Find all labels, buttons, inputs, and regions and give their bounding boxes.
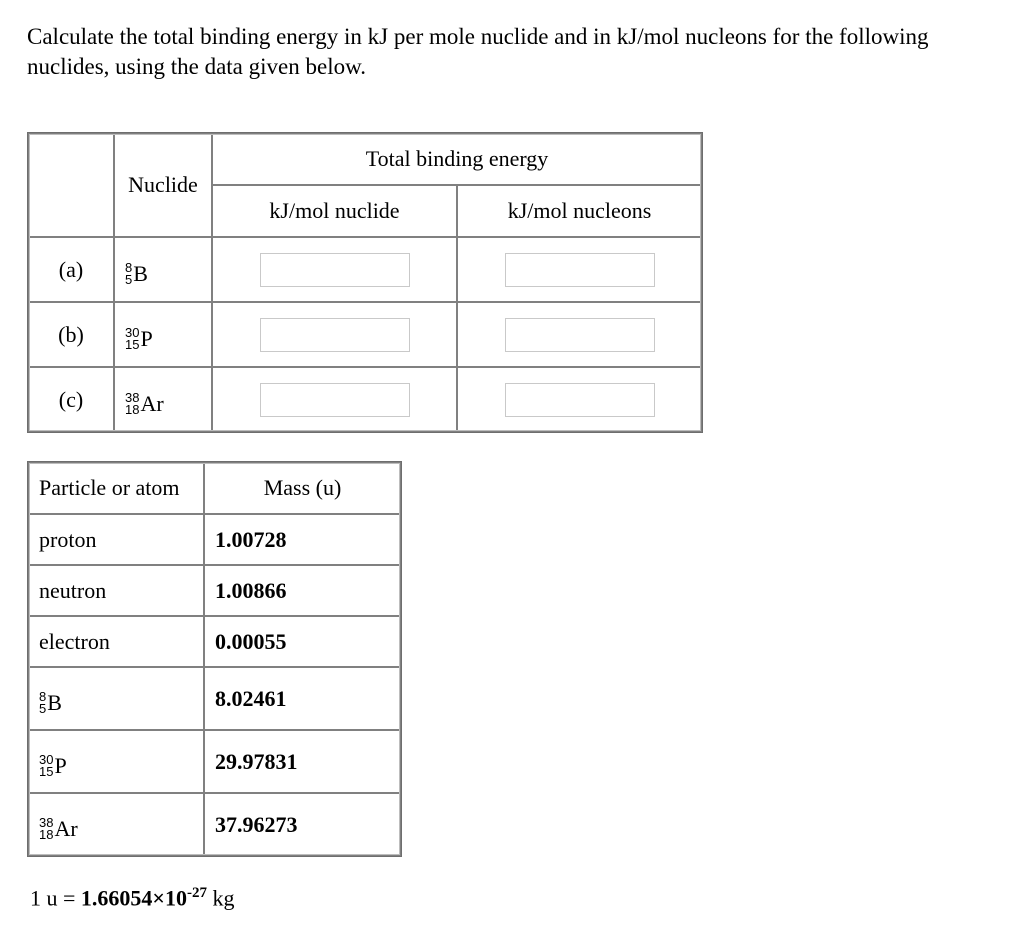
element-symbol: P [140, 326, 153, 351]
answer-cell [212, 367, 457, 432]
mass-value: 37.96273 [204, 793, 401, 856]
atomic-number: 18 [39, 827, 54, 842]
particle-name: proton [28, 514, 204, 565]
mass-number: 30 [39, 752, 54, 767]
nuclide-symbol-p [39, 753, 67, 779]
kj-per-mol-nucleons-header: kJ/mol nucleons [457, 185, 702, 237]
answer-input-c-nucleons[interactable] [505, 383, 655, 417]
nuclide-symbol-p [125, 326, 153, 352]
answer-input-a-nuclide[interactable] [260, 253, 410, 287]
table-row [28, 616, 401, 667]
atomic-number: 15 [125, 337, 140, 352]
nuclide-symbol-ar [125, 391, 164, 417]
question-prompt: Calculate the total binding energy in kJ per mole nuclide and in kJ/mol nucleons for the following nuclides, using the data given below. [27, 24, 929, 79]
mass-number: 30 [125, 325, 140, 340]
particle-name [28, 730, 204, 793]
mass-value: 8.02461 [204, 667, 401, 730]
element-symbol: Ar [54, 816, 78, 841]
particle-name: neutron [28, 565, 204, 616]
mass-value: 29.97831 [204, 730, 401, 793]
table-row [28, 565, 401, 616]
conversion-value: 1.66054×10 [80, 885, 187, 911]
nuclide-symbol-ar [39, 816, 78, 842]
answer-input-b-nuclide[interactable] [260, 318, 410, 352]
table-row [28, 793, 401, 856]
atomic-number: 15 [39, 764, 54, 779]
conversion-prefix: 1 u = [30, 885, 81, 911]
atomic-number: 5 [125, 272, 133, 287]
answer-input-c-nuclide[interactable] [260, 383, 410, 417]
row-label: (a) [28, 237, 114, 302]
atomic-number: 5 [39, 701, 47, 716]
answer-cell [457, 367, 702, 432]
element-symbol: B [133, 261, 148, 286]
table-row [28, 302, 702, 367]
answer-cell [212, 237, 457, 302]
mass-header: Mass (u) [204, 462, 401, 514]
nuclide-cell [114, 237, 212, 302]
mass-number: 8 [125, 260, 133, 275]
atomic-number: 18 [125, 402, 140, 417]
blank-header-cell [28, 133, 114, 237]
mass-number: 38 [125, 390, 140, 405]
particle-header: Particle or atom [28, 462, 204, 514]
nuclide-cell [114, 302, 212, 367]
mass-value: 1.00728 [204, 514, 401, 565]
kj-per-mol-nuclide-header: kJ/mol nuclide [212, 185, 457, 237]
binding-energy-table [27, 132, 703, 433]
conversion-exponent: -27 [186, 885, 207, 901]
mass-value: 1.00866 [204, 565, 401, 616]
conversion-unit: kg [206, 885, 235, 911]
element-symbol: B [47, 690, 62, 715]
particle-name [28, 667, 204, 730]
answer-cell [212, 302, 457, 367]
mass-value: 0.00055 [204, 616, 401, 667]
total-binding-energy-header: Total binding energy [212, 133, 702, 185]
table-row [28, 730, 401, 793]
nuclide-symbol-b [39, 690, 62, 716]
particle-name: electron [28, 616, 204, 667]
nuclide-header: Nuclide [114, 133, 212, 237]
mass-number: 38 [39, 815, 54, 830]
table-row [28, 237, 702, 302]
table-row [28, 514, 401, 565]
answer-cell [457, 237, 702, 302]
answer-input-b-nucleons[interactable] [505, 318, 655, 352]
particle-name [28, 793, 204, 856]
element-symbol: Ar [140, 391, 164, 416]
answer-cell [457, 302, 702, 367]
unit-conversion-note [30, 885, 234, 911]
row-label: (c) [28, 367, 114, 432]
answer-input-a-nucleons[interactable] [505, 253, 655, 287]
nuclide-symbol-b [125, 261, 148, 287]
table-row [28, 667, 401, 730]
row-label: (b) [28, 302, 114, 367]
mass-data-table [27, 461, 402, 857]
mass-number: 8 [39, 689, 47, 704]
nuclide-cell [114, 367, 212, 432]
table-row [28, 367, 702, 432]
element-symbol: P [54, 753, 67, 778]
